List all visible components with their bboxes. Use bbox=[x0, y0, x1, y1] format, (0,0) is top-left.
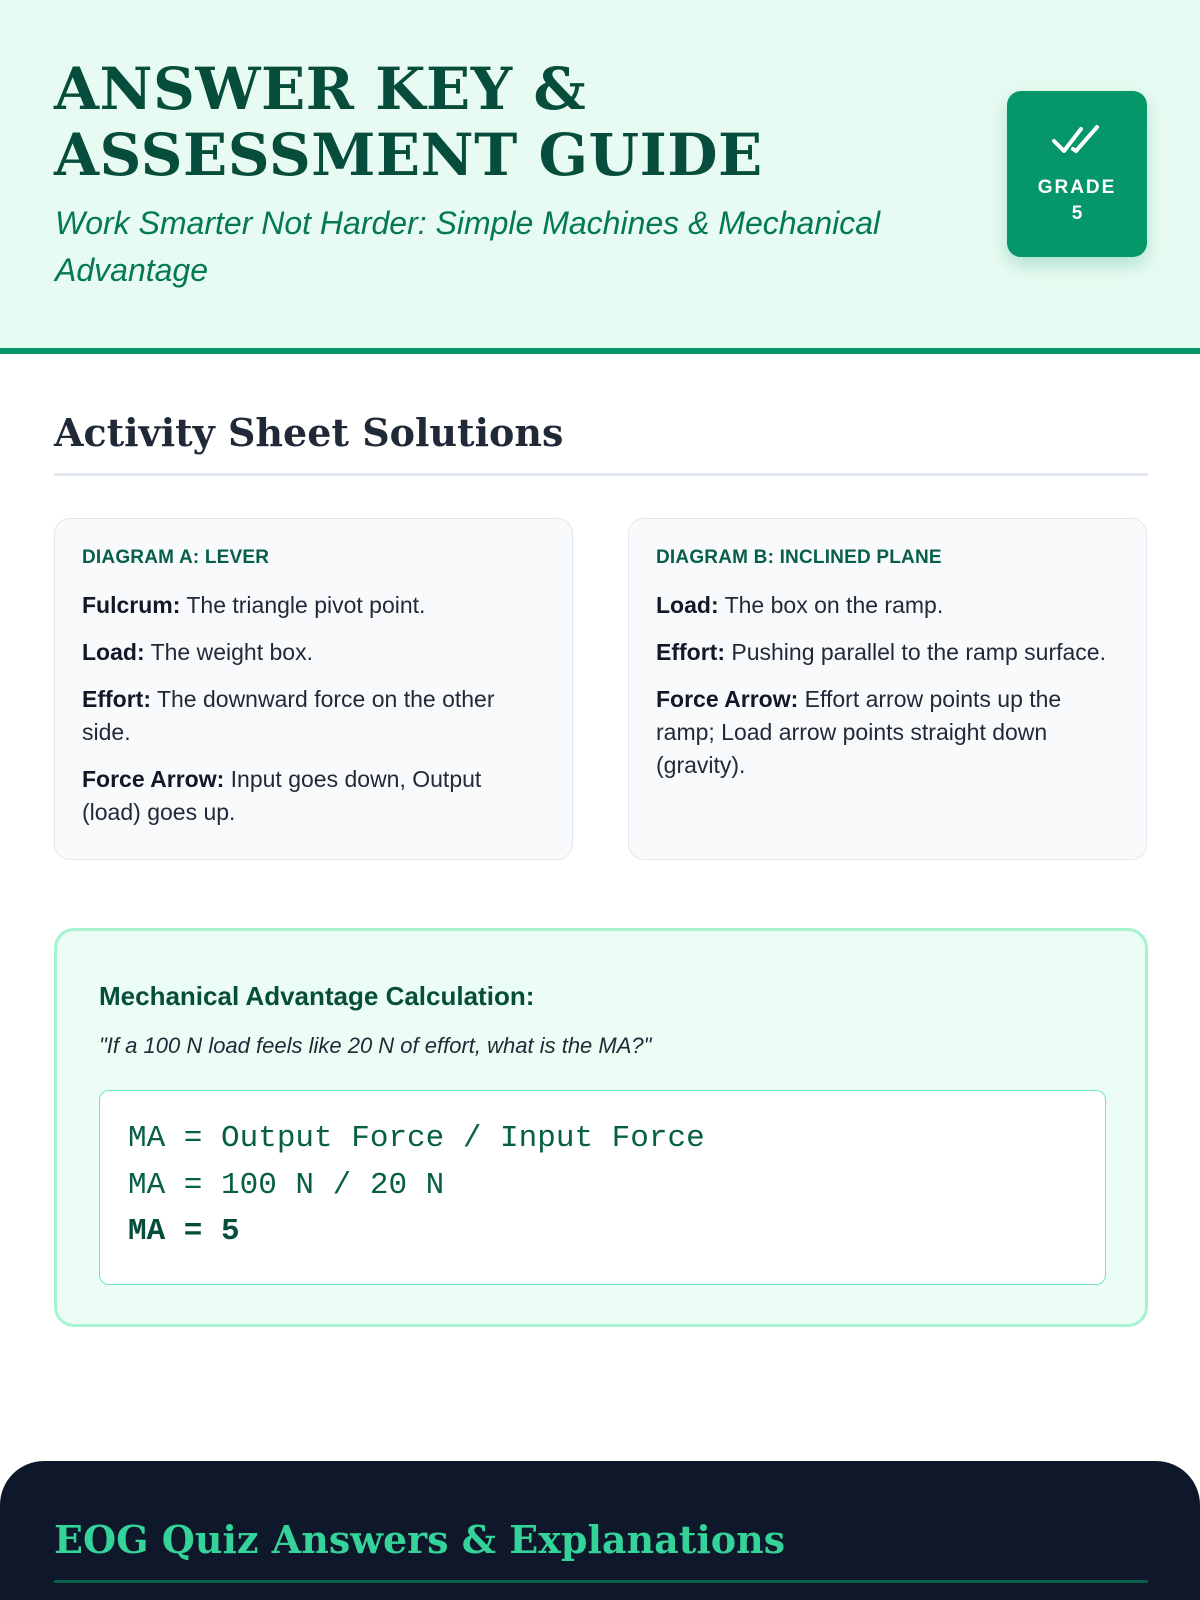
formula-result: MA = 5 bbox=[128, 1214, 240, 1249]
item-term: Load: bbox=[656, 592, 719, 618]
formula-line: MA = Output Force / Input Force bbox=[128, 1121, 705, 1156]
grade-badge bbox=[1007, 91, 1147, 257]
double-check-icon bbox=[1051, 121, 1103, 159]
item-text: Pushing parallel to the ramp surface. bbox=[724, 639, 1106, 665]
card-item bbox=[656, 683, 1120, 782]
ma-question: "If a 100 N load feels like 20 N of effort, what is the MA?" bbox=[99, 1033, 652, 1058]
card-heading: DIAGRAM B: INCLINED PLANE bbox=[656, 547, 942, 568]
diagram-a-card bbox=[54, 518, 573, 860]
item-text: The box on the ramp. bbox=[718, 592, 944, 618]
ma-title: Mechanical Advantage Calculation: bbox=[99, 981, 535, 1011]
page-title: ANSWER KEY & ASSESSMENT GUIDE bbox=[54, 55, 763, 189]
card-item bbox=[82, 636, 546, 669]
item-text: The triangle pivot point. bbox=[180, 592, 426, 618]
item-text: Input goes down, Output (load) goes up. bbox=[82, 766, 482, 825]
quiz-section bbox=[0, 1461, 1200, 1600]
badge-label: GRADE bbox=[1037, 177, 1117, 198]
card-item bbox=[656, 636, 1120, 669]
diagram-b-card bbox=[628, 518, 1147, 860]
page-subtitle: Work Smarter Not Harder: Simple Machines & Mechanical Advantage bbox=[55, 205, 881, 288]
item-term: Effort: bbox=[82, 686, 151, 712]
card-item bbox=[82, 763, 546, 829]
card-item bbox=[82, 589, 546, 622]
item-text: The weight box. bbox=[144, 639, 313, 665]
header bbox=[0, 0, 1200, 354]
card-item bbox=[82, 683, 546, 749]
quiz-divider bbox=[54, 1580, 1148, 1583]
badge-grade: 5 bbox=[1071, 203, 1083, 224]
item-term: Force Arrow: bbox=[656, 686, 799, 712]
formula-line: MA = 100 N / 20 N bbox=[128, 1168, 445, 1203]
item-term: Effort: bbox=[656, 639, 725, 665]
card-item bbox=[656, 589, 1120, 622]
card-heading: DIAGRAM A: LEVER bbox=[82, 547, 270, 568]
quiz-section-title: EOG Quiz Answers & Explanations bbox=[54, 1517, 786, 1562]
item-term: Load: bbox=[82, 639, 145, 665]
item-text: The downward force on the other side. bbox=[82, 686, 495, 745]
section-divider bbox=[54, 473, 1148, 476]
item-term: Fulcrum: bbox=[82, 592, 181, 618]
item-text: Effort arrow points up the ramp; Load arrow points straight down (gravity). bbox=[656, 686, 1062, 778]
ma-calculation-box bbox=[54, 928, 1148, 1327]
activity-section-title: Activity Sheet Solutions bbox=[54, 410, 564, 455]
formula-box bbox=[99, 1090, 1106, 1285]
item-term: Force Arrow: bbox=[82, 766, 225, 792]
